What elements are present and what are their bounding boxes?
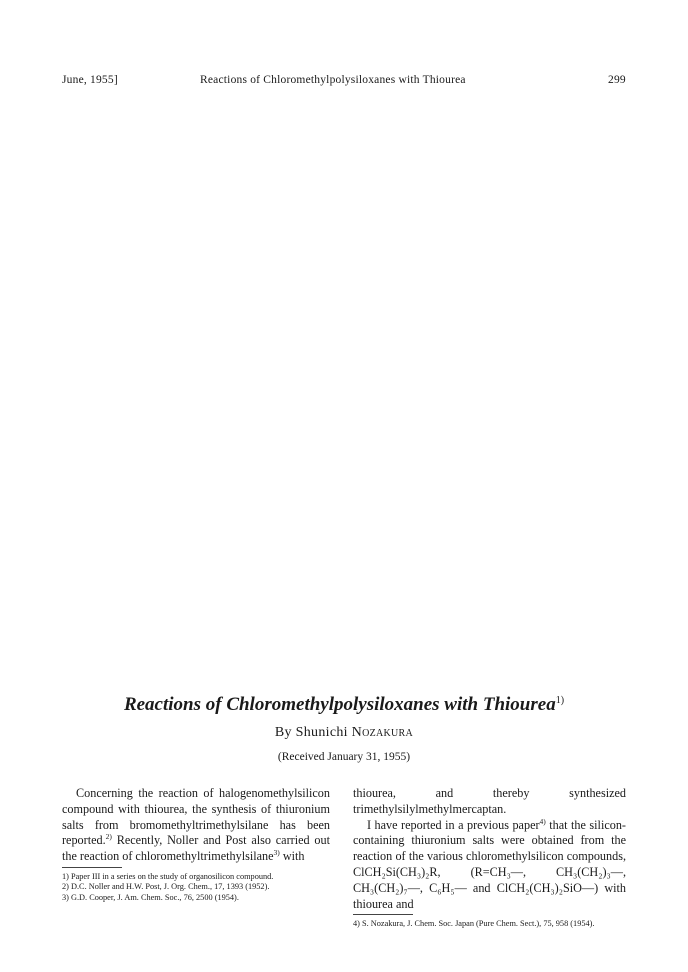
- author-surname: Nozakura: [351, 725, 414, 740]
- body-text: with: [279, 849, 305, 864]
- footnote: 4) S. Nozakura, J. Chem. Soc. Japan (Pure Chem. Sect.), 75, 958 (1954).: [353, 919, 595, 929]
- ref-marker: 3): [273, 848, 280, 858]
- body-text: Recently, Noller and Post also carried out the reaction of chloromethyltrimethylsilane: [62, 833, 330, 864]
- footnote-divider: [353, 914, 413, 915]
- right-column: [353, 786, 626, 930]
- footnote: 2) D.C. Noller and H.W. Post, J. Org. Chem., 17, 1393 (1952).: [62, 882, 270, 892]
- title-footnote-marker: 1): [555, 695, 565, 706]
- running-header-date: June, 1955]: [62, 74, 118, 86]
- page-number: 299: [608, 74, 626, 86]
- ref-marker: 2): [105, 832, 112, 842]
- running-header-title: Reactions of Chloromethylpolysiloxanes with Thiourea: [200, 74, 466, 86]
- body-paragraph: [353, 818, 626, 913]
- chemical-formula: ClCH₂Si(CH₃)₂R, (R=CH₃—, CH₃(CH₂)₃—, CH₃(CH₂)₇—, C₆H₅— and ClCH₂(CH₃)₂SiO—): [353, 864, 626, 895]
- received-date: (Received January 31, 1955): [277, 751, 411, 763]
- byline: [0, 725, 688, 741]
- ref-marker: 4): [539, 816, 546, 826]
- body-paragraph: thiourea, and thereby synthesized trimethylsilylmethylmercaptan.: [353, 786, 626, 816]
- body-paragraph: [62, 786, 330, 865]
- footnote: 3) G.D. Cooper, J. Am. Chem. Soc., 76, 2500 (1954).: [62, 892, 239, 902]
- byline-prefix: By Shunichi: [274, 725, 348, 740]
- body-text: that the silicon-containing thiuronium salts were obtained from the reaction of the various chloromethylsilicon compounds,: [353, 817, 626, 864]
- body-text: I have reported in a previous paper: [367, 817, 540, 832]
- body-text: Concerning the reaction of halogenomethylsilicon compound with thiourea, the synthesis of thiuronium salts from bromomethyltrimethylsilane has been reported.: [62, 786, 330, 848]
- article-title: [0, 694, 688, 716]
- body-text: with thiourea and: [353, 880, 626, 911]
- left-column: [62, 786, 330, 903]
- article-title-text: Reactions of Chloromethylpolysiloxanes with Thiourea: [123, 694, 556, 715]
- footnote-divider: [62, 867, 122, 868]
- footnote: 1) Paper III in a series on the study of organosilicon compound.: [62, 871, 274, 881]
